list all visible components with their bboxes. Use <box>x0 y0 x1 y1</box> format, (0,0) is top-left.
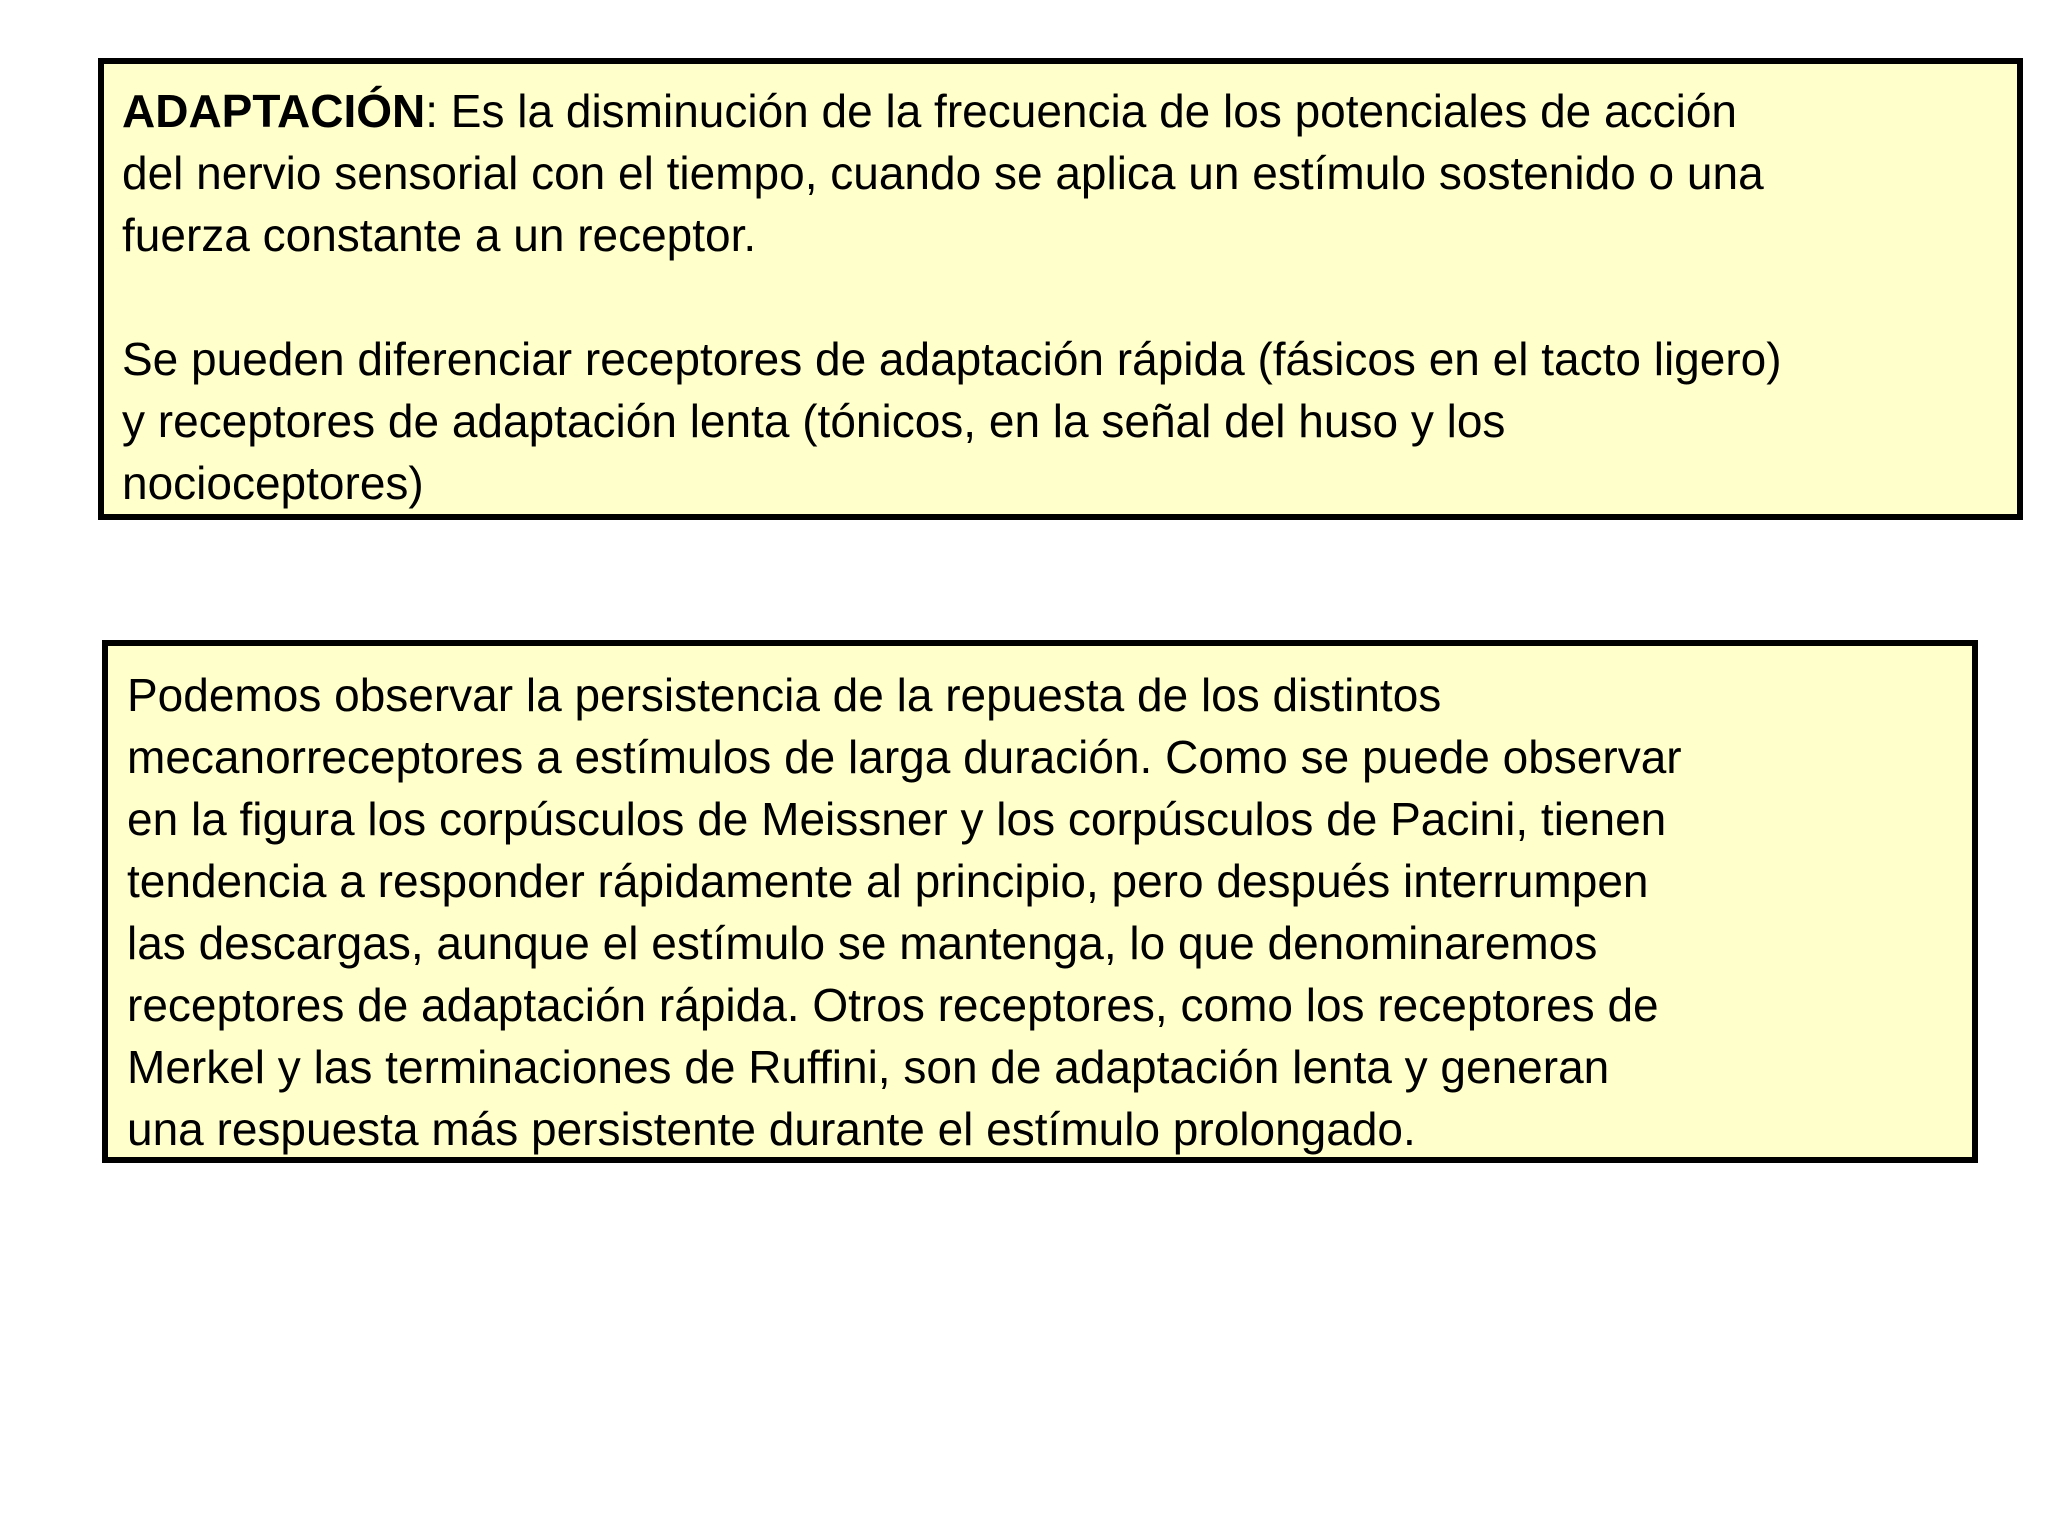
explanation-text <box>127 664 1954 1160</box>
explanation-line: Merkel y las terminaciones de Ruffini, son de adaptación lenta y generan <box>127 1041 1610 1093</box>
explanation-line: una respuesta más persistente durante el estímulo prolongado. <box>127 1103 1416 1155</box>
definition-text <box>122 80 1999 514</box>
definition-line-5: y receptores de adaptación lenta (tónicos, en la señal del huso y los <box>122 395 1506 447</box>
explanation-line: receptores de adaptación rápida. Otros receptores, como los receptores de <box>127 979 1659 1031</box>
definition-term: ADAPTACIÓN <box>122 85 426 137</box>
paragraph-gap <box>122 266 1999 328</box>
definition-line-6: nocioceptores) <box>122 457 424 509</box>
definition-line-4: Se pueden diferenciar receptores de adaptación rápida (fásicos en el tacto ligero) <box>122 333 1782 385</box>
definition-line-3: fuerza constante a un receptor. <box>122 209 757 261</box>
definition-line-2: del nervio sensorial con el tiempo, cuando se aplica un estímulo sostenido o una <box>122 147 1764 199</box>
explanation-line: Podemos observar la persistencia de la repuesta de los distintos <box>127 669 1442 721</box>
explanation-line: las descargas, aunque el estímulo se mantenga, lo que denominaremos <box>127 917 1598 969</box>
explanation-line: tendencia a responder rápidamente al principio, pero después interrumpen <box>127 855 1649 907</box>
explanation-line: en la figura los corpúsculos de Meissner y los corpúsculos de Pacini, tienen <box>127 793 1667 845</box>
explanation-box <box>102 640 1978 1163</box>
definition-line-1 <box>122 80 1999 142</box>
explanation-line: mecanorreceptores a estímulos de larga duración. Como se puede observar <box>127 731 1682 783</box>
definition-line-1-rest: : Es la disminución de la frecuencia de los potenciales de acción <box>425 85 1738 137</box>
definition-box <box>98 58 2023 520</box>
